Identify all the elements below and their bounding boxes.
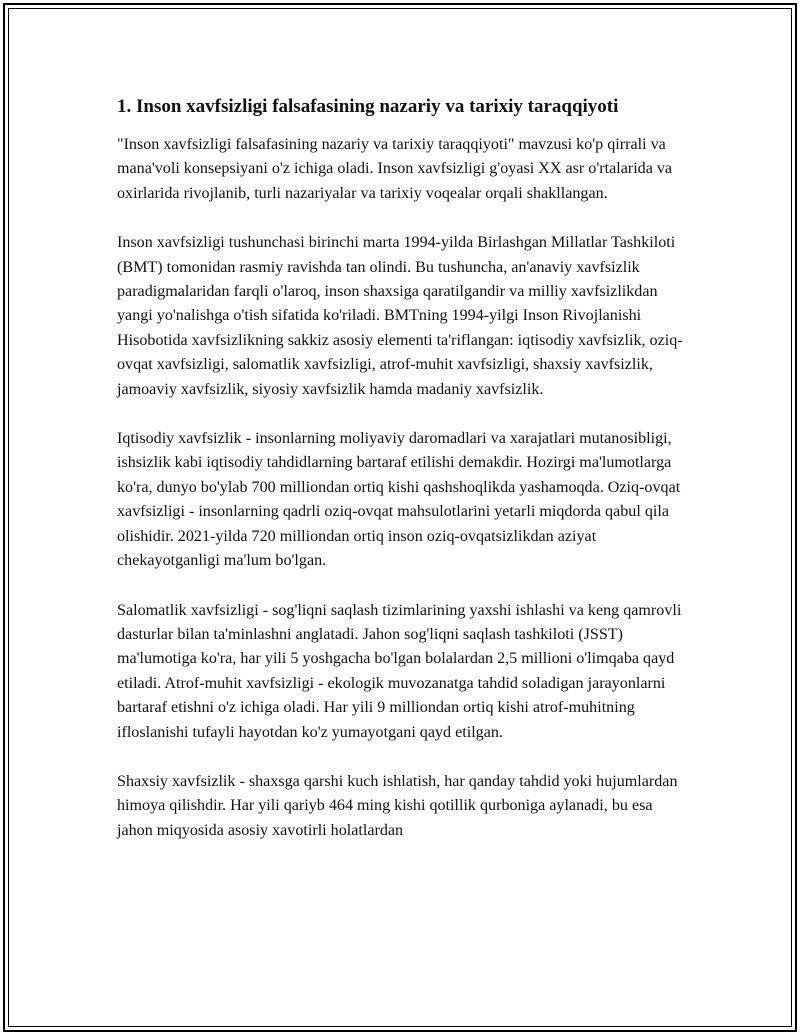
paragraph-personal: Shaxsiy xavfsizlik - shaxsga qarshi kuch ishlatish, har qanday tahdid yoki hujumlardan himoya qilishdir. Har yili qariyb 464 ming kishi qotillik qurboniga aylanadi, bu esa jahon miqyosida asosiy xavotirli holatlardan	[117, 772, 678, 839]
paragraph-un-concept: Inson xavfsizligi tushunchasi birinchi marta 1994-yilda Birlashgan Millatlar Tashkiloti (BMT) tomonidan rasmiy ravishda tan olindi. Bu tushuncha, an'anaviy xavfsizlik paradigmalaridan farqli o'laroq, inson shaxsiga qaratilgandir va milliy xavfsizlikdan yangi yo'nalishga o'tish sifatida ko'riladi. BMTning 1994-yilgi Inson Rivojlanishi Hisobotida xavfsizlikning sakkiz asosiy elementi ta'riflangan: iqtisodiy xavfsizlik, oziq-ovqat xavfsizligi, salomatlik xavfsizligi, atrof-muhit xavfsizligi, shaxsiy xavfsizlik, jamoaviy xavfsizlik, siyosiy xavfsizlik hamda madaniy xavfsizlik.	[117, 234, 683, 398]
paragraph-health-environment: Salomatlik xavfsizligi - sog'liqni saqlash tizimlarining yaxshi ishlashi va keng qamrovli dasturlar bilan ta'minlashni anglatadi. Jahon sog'liqni saqlash tashkiloti (JSST) ma'lumotiga ko'ra, har yili 5 yoshgacha bo'lgan bolalardan 2,5 millioni o'limqaba qayd etiladi. Atrof-muhit xavfsizligi - ekologik muvozanatga tahdid soladigan jarayonlarni bartaraf etishni o'z ichiga oladi. Har yili 9 milliondan ortiq kishi atrof-muhitning ifloslanishi tufayli hayotdan ko'z yumayotgani qayd etilgan.	[117, 601, 682, 741]
document-body	[117, 93, 689, 868]
paragraph-intro: "Inson xavfsizligi falsafasining nazariy va tarixiy taraqqiyoti" mavzusi ko'p qirrali va mana'voli konsepsiyani o'z ichiga oladi. Inson xavfsizligi g'oyasi XX asr o'rtalarida va oxirlarida rivojlanib, turli nazariyalar va tarixiy voqealar orqali shakllangan.	[117, 136, 673, 202]
paragraph-economic-food: Iqtisodiy xavfsizlik - insonlarning moliyaviy daromadlari va xarajatlari mutanosibligi, ishsizlik kabi iqtisodiy tahdidlarning bartaraf etilishi demakdir. Hozirgi ma'lumotlarga ko'ra, dunyo bo'ylab 700 milliondan ortiq kishi qashshoqlikda yashamoqda. Oziq-ovqat xavfsizligi - insonlarning qadrli oziq-ovqat mahsulotlarini yetarli miqdorda qabul qila olishidir. 2021-yilda 720 milliondan ortiq inson oziq-ovqatsizlikdan aziyat chekayotganligi ma'lum bo'lgan.	[117, 430, 681, 570]
section-heading: 1. Inson xavfsizligi falsafasining nazariy va tarixiy taraqqiyoti	[117, 96, 619, 117]
